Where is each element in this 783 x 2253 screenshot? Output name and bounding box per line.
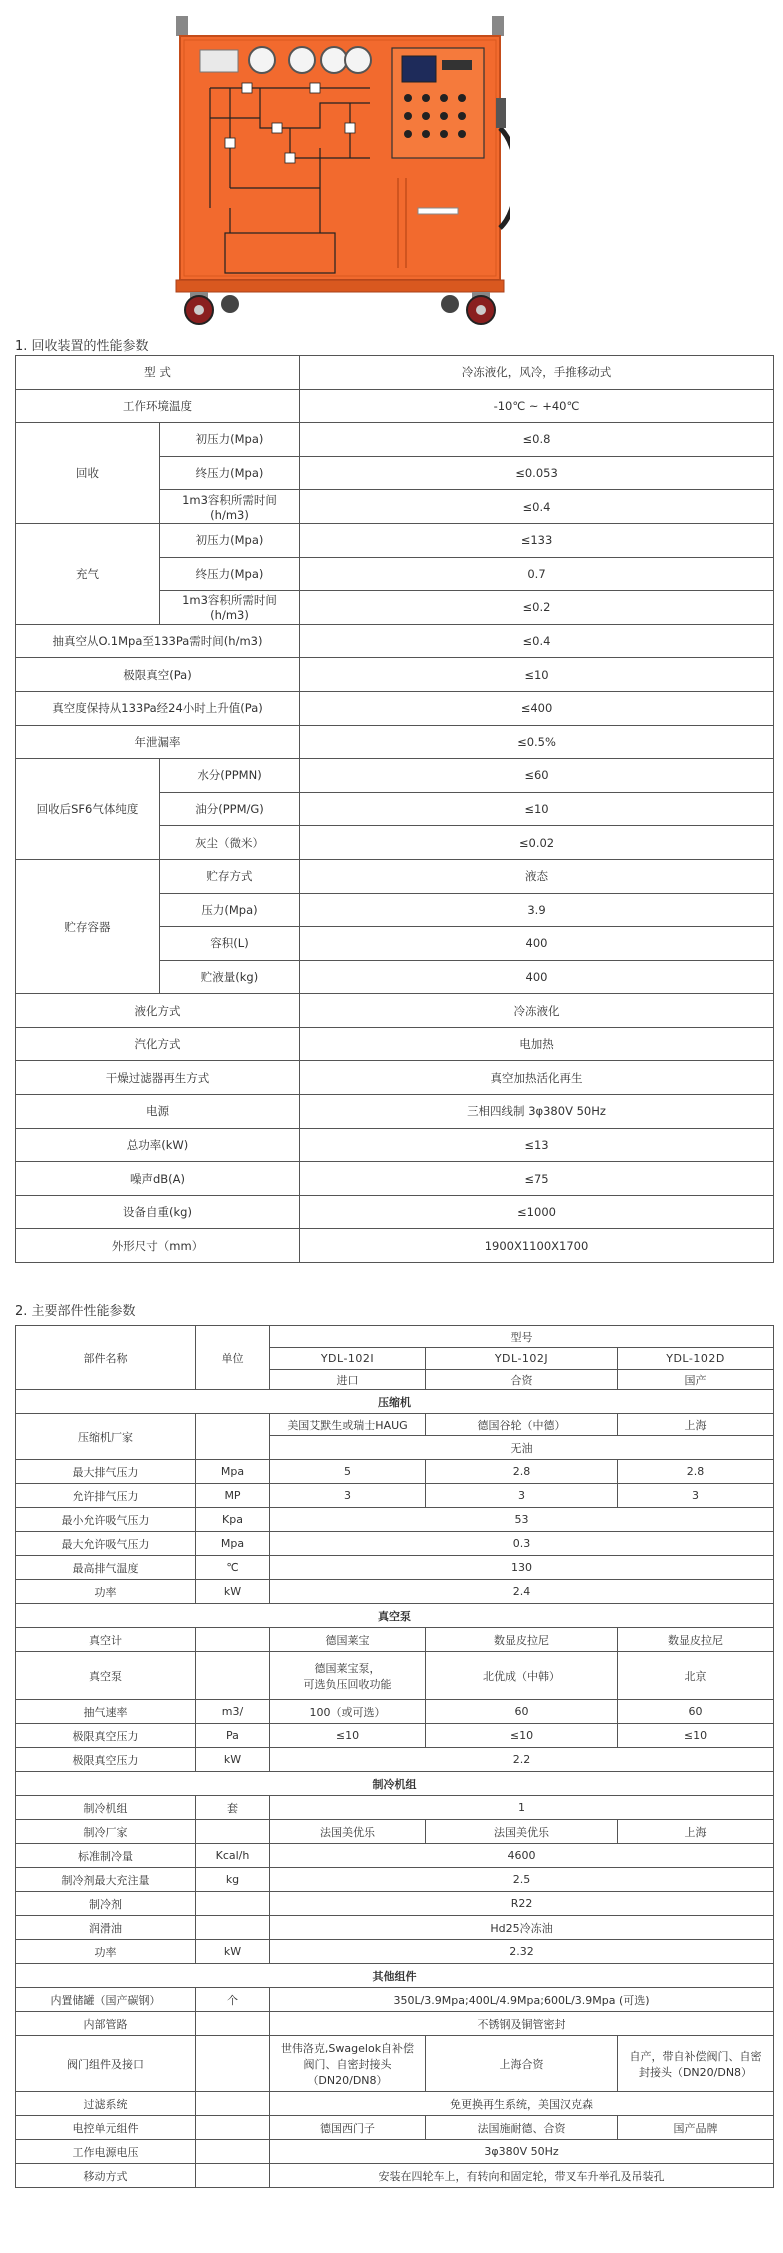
param-label: 初压力(Mpa) bbox=[160, 523, 300, 557]
performance-table bbox=[15, 355, 774, 1263]
param-unit bbox=[196, 2164, 270, 2188]
value-line: 可选负压回收功能 bbox=[303, 1677, 392, 1691]
table-row bbox=[16, 2012, 774, 2036]
table-row bbox=[16, 1940, 774, 1964]
param-value: 北优成（中韩） bbox=[426, 1652, 618, 1700]
param-label: 年泄漏率 bbox=[16, 725, 300, 759]
table-row bbox=[16, 1556, 774, 1580]
param-value: ≤400 bbox=[300, 691, 774, 725]
param-label: 灰尘（微米） bbox=[160, 826, 300, 860]
param-label: 功率 bbox=[16, 1940, 196, 1964]
param-value: 400 bbox=[300, 927, 774, 961]
section-1-title: 1. 回收装置的性能参数 bbox=[15, 339, 149, 354]
param-label: 总功率(kW) bbox=[16, 1128, 300, 1162]
param-unit bbox=[196, 2036, 270, 2092]
value-line: 自产，带自补偿阀门、自密 bbox=[629, 2049, 762, 2063]
param-value: 免更换再生系统，美国汉克森 bbox=[270, 2092, 774, 2116]
table-row bbox=[16, 2140, 774, 2164]
param-value: 法国美优乐 bbox=[426, 1820, 618, 1844]
param-value: ≤0.4 bbox=[300, 624, 774, 658]
table-row bbox=[16, 1061, 774, 1095]
param-label: 制冷剂 bbox=[16, 1892, 196, 1916]
param-value: 5 bbox=[270, 1460, 426, 1484]
param-value: ≤0.053 bbox=[300, 456, 774, 490]
param-value: ≤133 bbox=[300, 523, 774, 557]
param-value: 数显皮拉尼 bbox=[618, 1628, 774, 1652]
param-value: 1900X1100X1700 bbox=[300, 1229, 774, 1263]
table-row bbox=[16, 1772, 774, 1796]
param-value: ≤0.5% bbox=[300, 725, 774, 759]
param-label: 制冷厂家 bbox=[16, 1820, 196, 1844]
table-row bbox=[16, 1162, 774, 1196]
param-label: 油分(PPM/G) bbox=[160, 792, 300, 826]
header-unit: 单位 bbox=[196, 1326, 270, 1390]
param-value: 数显皮拉尼 bbox=[426, 1628, 618, 1652]
value-line: 世伟洛克,Swagelok自补偿 bbox=[280, 2041, 415, 2055]
param-label: 外形尺寸（mm） bbox=[16, 1229, 300, 1263]
param-label: 阀门组件及接口 bbox=[16, 2036, 196, 2092]
param-value: 法国美优乐 bbox=[270, 1820, 426, 1844]
param-unit bbox=[196, 2092, 270, 2116]
param-label: 干燥过滤器再生方式 bbox=[16, 1061, 300, 1095]
table-row bbox=[16, 1796, 774, 1820]
param-value: 53 bbox=[270, 1508, 774, 1532]
table-row bbox=[16, 2164, 774, 2188]
param-value: 0.7 bbox=[300, 557, 774, 591]
param-label: 电控单元组件 bbox=[16, 2116, 196, 2140]
param-label: 内部管路 bbox=[16, 2012, 196, 2036]
param-label: 极限真空压力 bbox=[16, 1748, 196, 1772]
param-label: 贮存方式 bbox=[160, 859, 300, 893]
table-row bbox=[16, 1484, 774, 1508]
group-label: 回收后SF6气体纯度 bbox=[16, 759, 160, 860]
param-value: ≤10 bbox=[426, 1724, 618, 1748]
param-value: 无油 bbox=[270, 1436, 774, 1460]
model-name: YDL-102J bbox=[426, 1348, 618, 1370]
param-value: 2.32 bbox=[270, 1940, 774, 1964]
param-value: 真空加热活化再生 bbox=[300, 1061, 774, 1095]
table-row bbox=[16, 1868, 774, 1892]
group-label: 贮存容器 bbox=[16, 859, 160, 993]
param-unit: kW bbox=[196, 1580, 270, 1604]
table-row bbox=[16, 1892, 774, 1916]
param-value bbox=[270, 2036, 426, 2092]
param-label: 终压力(Mpa) bbox=[160, 557, 300, 591]
param-value: ≤75 bbox=[300, 1162, 774, 1196]
group-label: 充气 bbox=[16, 523, 160, 624]
param-label: 容积(L) bbox=[160, 927, 300, 961]
param-value: ≤1000 bbox=[300, 1195, 774, 1229]
model-name: YDL-102I bbox=[270, 1348, 426, 1370]
param-value: 130 bbox=[270, 1556, 774, 1580]
table-row bbox=[16, 1964, 774, 1988]
table-row bbox=[16, 1128, 774, 1162]
value-line: 德国莱宝泵， bbox=[314, 1661, 381, 1675]
param-value: 100（或可选） bbox=[270, 1700, 426, 1724]
param-value: 1 bbox=[270, 1796, 774, 1820]
param-label: 工作环境温度 bbox=[16, 389, 300, 423]
param-value: 3 bbox=[426, 1484, 618, 1508]
param-value bbox=[270, 1652, 426, 1700]
table-row bbox=[16, 356, 774, 390]
table-row bbox=[16, 423, 774, 457]
param-label: 设备自重(kg) bbox=[16, 1195, 300, 1229]
table-row bbox=[16, 1844, 774, 1868]
param-label: 抽气速率 bbox=[16, 1700, 196, 1724]
param-unit bbox=[196, 1414, 270, 1460]
table-row bbox=[16, 1652, 774, 1700]
group-label: 回收 bbox=[16, 423, 160, 524]
param-value: 上海 bbox=[618, 1414, 774, 1436]
param-unit: Kpa bbox=[196, 1508, 270, 1532]
table-row bbox=[16, 1604, 774, 1628]
param-value: 2.8 bbox=[426, 1460, 618, 1484]
model-origin: 国产 bbox=[618, 1370, 774, 1390]
param-value: ≤0.4 bbox=[300, 490, 774, 524]
param-label: 最大排气压力 bbox=[16, 1460, 196, 1484]
param-unit: m3/ bbox=[196, 1700, 270, 1724]
param-unit: Mpa bbox=[196, 1460, 270, 1484]
value-line: 封接头（DN20/DN8） bbox=[638, 2065, 753, 2079]
param-label: 极限真空(Pa) bbox=[16, 658, 300, 692]
param-label: 内置储罐（国产碳钢） bbox=[16, 1988, 196, 2012]
table-row bbox=[16, 1700, 774, 1724]
param-value: ≤10 bbox=[300, 658, 774, 692]
table-row bbox=[16, 1414, 774, 1436]
param-value: 冷冻液化 bbox=[300, 994, 774, 1028]
table-row bbox=[16, 1748, 774, 1772]
param-value: 60 bbox=[618, 1700, 774, 1724]
table-row bbox=[16, 1027, 774, 1061]
param-value: 三相四线制 3φ380V 50Hz bbox=[300, 1095, 774, 1129]
model-origin: 进口 bbox=[270, 1370, 426, 1390]
param-label: 噪声dB(A) bbox=[16, 1162, 300, 1196]
param-label: 电源 bbox=[16, 1095, 300, 1129]
param-label: 过滤系统 bbox=[16, 2092, 196, 2116]
param-unit: Mpa bbox=[196, 1532, 270, 1556]
table-row bbox=[16, 1195, 774, 1229]
param-value: 法国施耐德、合资 bbox=[426, 2116, 618, 2140]
table-row bbox=[16, 2092, 774, 2116]
param-label: 标准制冷量 bbox=[16, 1844, 196, 1868]
param-label: 水分(PPMN) bbox=[160, 759, 300, 793]
param-value: R22 bbox=[270, 1892, 774, 1916]
param-unit bbox=[196, 1820, 270, 1844]
param-unit: ℃ bbox=[196, 1556, 270, 1580]
param-label: 压力(Mpa) bbox=[160, 893, 300, 927]
param-value: 2.4 bbox=[270, 1580, 774, 1604]
param-label: 1m3容积所需时间(h/m3) bbox=[160, 490, 300, 524]
param-unit: kW bbox=[196, 1748, 270, 1772]
header-part-name: 部件名称 bbox=[16, 1326, 196, 1390]
section-2-title: 2. 主要部件性能参数 bbox=[15, 1304, 136, 1319]
param-value: -10℃ ~ +40℃ bbox=[300, 389, 774, 423]
param-value: ≤10 bbox=[618, 1724, 774, 1748]
table-row bbox=[16, 2116, 774, 2140]
table-row bbox=[16, 624, 774, 658]
table-row bbox=[16, 1508, 774, 1532]
table-row bbox=[16, 523, 774, 557]
param-label: 制冷剂最大充注量 bbox=[16, 1868, 196, 1892]
value-line: （DN20/DN8） bbox=[307, 2073, 388, 2087]
param-value: 2.8 bbox=[618, 1460, 774, 1484]
param-value: 2.2 bbox=[270, 1748, 774, 1772]
param-label: 最小允许吸气压力 bbox=[16, 1508, 196, 1532]
table-row bbox=[16, 1628, 774, 1652]
product-photo bbox=[170, 8, 510, 328]
table-row bbox=[16, 1532, 774, 1556]
model-name: YDL-102D bbox=[618, 1348, 774, 1370]
param-value bbox=[618, 2036, 774, 2092]
param-label: 贮液量(kg) bbox=[160, 960, 300, 994]
param-label: 极限真空压力 bbox=[16, 1724, 196, 1748]
param-value: 德国莱宝 bbox=[270, 1628, 426, 1652]
param-unit: kg bbox=[196, 1868, 270, 1892]
param-value: 德国谷轮（中德） bbox=[426, 1414, 618, 1436]
param-value: Hd25冷冻油 bbox=[270, 1916, 774, 1940]
param-unit: 套 bbox=[196, 1796, 270, 1820]
table-row bbox=[16, 2036, 774, 2092]
param-label: 制冷机组 bbox=[16, 1796, 196, 1820]
param-value: 液态 bbox=[300, 859, 774, 893]
param-unit bbox=[196, 1652, 270, 1700]
table-row bbox=[16, 1229, 774, 1263]
param-label: 抽真空从O.1Mpa至133Pa需时间(h/m3) bbox=[16, 624, 300, 658]
param-unit: Pa bbox=[196, 1724, 270, 1748]
param-unit: MP bbox=[196, 1484, 270, 1508]
section-header: 真空泵 bbox=[16, 1604, 774, 1628]
table-row bbox=[16, 1095, 774, 1129]
param-value: ≤0.8 bbox=[300, 423, 774, 457]
value-line: 阀门、自密封接头 bbox=[303, 2057, 392, 2071]
table-row bbox=[16, 389, 774, 423]
param-label: 型 式 bbox=[16, 356, 300, 390]
table-row bbox=[16, 691, 774, 725]
param-value: 2.5 bbox=[270, 1868, 774, 1892]
param-label: 工作电源电压 bbox=[16, 2140, 196, 2164]
table-row bbox=[16, 1460, 774, 1484]
param-value: 4600 bbox=[270, 1844, 774, 1868]
param-value: ≤0.2 bbox=[300, 591, 774, 625]
table-row bbox=[16, 1820, 774, 1844]
table-row bbox=[16, 759, 774, 793]
components-table bbox=[15, 1325, 774, 2188]
param-value: 北京 bbox=[618, 1652, 774, 1700]
param-value: 德国西门子 bbox=[270, 2116, 426, 2140]
param-value: ≤10 bbox=[300, 792, 774, 826]
table-row bbox=[16, 658, 774, 692]
param-label: 真空度保持从133Pa经24小时上升值(Pa) bbox=[16, 691, 300, 725]
param-unit: Kcal/h bbox=[196, 1844, 270, 1868]
param-label: 终压力(Mpa) bbox=[160, 456, 300, 490]
param-unit: 个 bbox=[196, 1988, 270, 2012]
table-row bbox=[16, 725, 774, 759]
param-unit: kW bbox=[196, 1940, 270, 1964]
param-label: 移动方式 bbox=[16, 2164, 196, 2188]
param-label: 汽化方式 bbox=[16, 1027, 300, 1061]
param-unit bbox=[196, 2140, 270, 2164]
model-origin: 合资 bbox=[426, 1370, 618, 1390]
param-value: 国产品牌 bbox=[618, 2116, 774, 2140]
param-value: 安装在四轮车上，有转向和固定轮，带叉车升举孔及吊装孔 bbox=[270, 2164, 774, 2188]
table-row bbox=[16, 859, 774, 893]
param-label: 润滑油 bbox=[16, 1916, 196, 1940]
param-value: ≤13 bbox=[300, 1128, 774, 1162]
param-value: 3.9 bbox=[300, 893, 774, 927]
param-label: 功率 bbox=[16, 1580, 196, 1604]
table-row bbox=[16, 1580, 774, 1604]
param-label: 最高排气温度 bbox=[16, 1556, 196, 1580]
param-value: 3 bbox=[618, 1484, 774, 1508]
header-model: 型号 bbox=[270, 1326, 774, 1348]
table-row bbox=[16, 1724, 774, 1748]
param-label: 允许排气压力 bbox=[16, 1484, 196, 1508]
param-value: 上海合资 bbox=[426, 2036, 618, 2092]
param-value: 上海 bbox=[618, 1820, 774, 1844]
param-value: 350L/3.9Mpa;400L/4.9Mpa;600L/3.9Mpa (可选) bbox=[270, 1988, 774, 2012]
param-label: 初压力(Mpa) bbox=[160, 423, 300, 457]
param-value: 3 bbox=[270, 1484, 426, 1508]
param-unit bbox=[196, 2116, 270, 2140]
param-label: 液化方式 bbox=[16, 994, 300, 1028]
param-value: ≤10 bbox=[270, 1724, 426, 1748]
param-label: 真空泵 bbox=[16, 1652, 196, 1700]
param-value: 美国艾默生或瑞士HAUG bbox=[270, 1414, 426, 1436]
param-value: ≤60 bbox=[300, 759, 774, 793]
param-unit bbox=[196, 1916, 270, 1940]
param-value: 不锈钢及铜管密封 bbox=[270, 2012, 774, 2036]
section-header: 制冷机组 bbox=[16, 1772, 774, 1796]
table-row bbox=[16, 1326, 774, 1348]
section-header: 压缩机 bbox=[16, 1390, 774, 1414]
param-value: ≤0.02 bbox=[300, 826, 774, 860]
table-row bbox=[16, 994, 774, 1028]
param-label: 1m3容积所需时间(h/m3) bbox=[160, 591, 300, 625]
param-label: 最大允许吸气压力 bbox=[16, 1532, 196, 1556]
param-label: 压缩机厂家 bbox=[16, 1414, 196, 1460]
param-unit bbox=[196, 1892, 270, 1916]
param-value: 冷冻液化，风冷，手推移动式 bbox=[300, 356, 774, 390]
param-value: 0.3 bbox=[270, 1532, 774, 1556]
param-unit bbox=[196, 2012, 270, 2036]
table-row bbox=[16, 1390, 774, 1414]
table-row bbox=[16, 1916, 774, 1940]
param-value: 60 bbox=[426, 1700, 618, 1724]
param-value: 400 bbox=[300, 960, 774, 994]
param-unit bbox=[196, 1628, 270, 1652]
param-label: 真空计 bbox=[16, 1628, 196, 1652]
table-row bbox=[16, 1988, 774, 2012]
param-value: 3φ380V 50Hz bbox=[270, 2140, 774, 2164]
param-value: 电加热 bbox=[300, 1027, 774, 1061]
section-header: 其他组件 bbox=[16, 1964, 774, 1988]
